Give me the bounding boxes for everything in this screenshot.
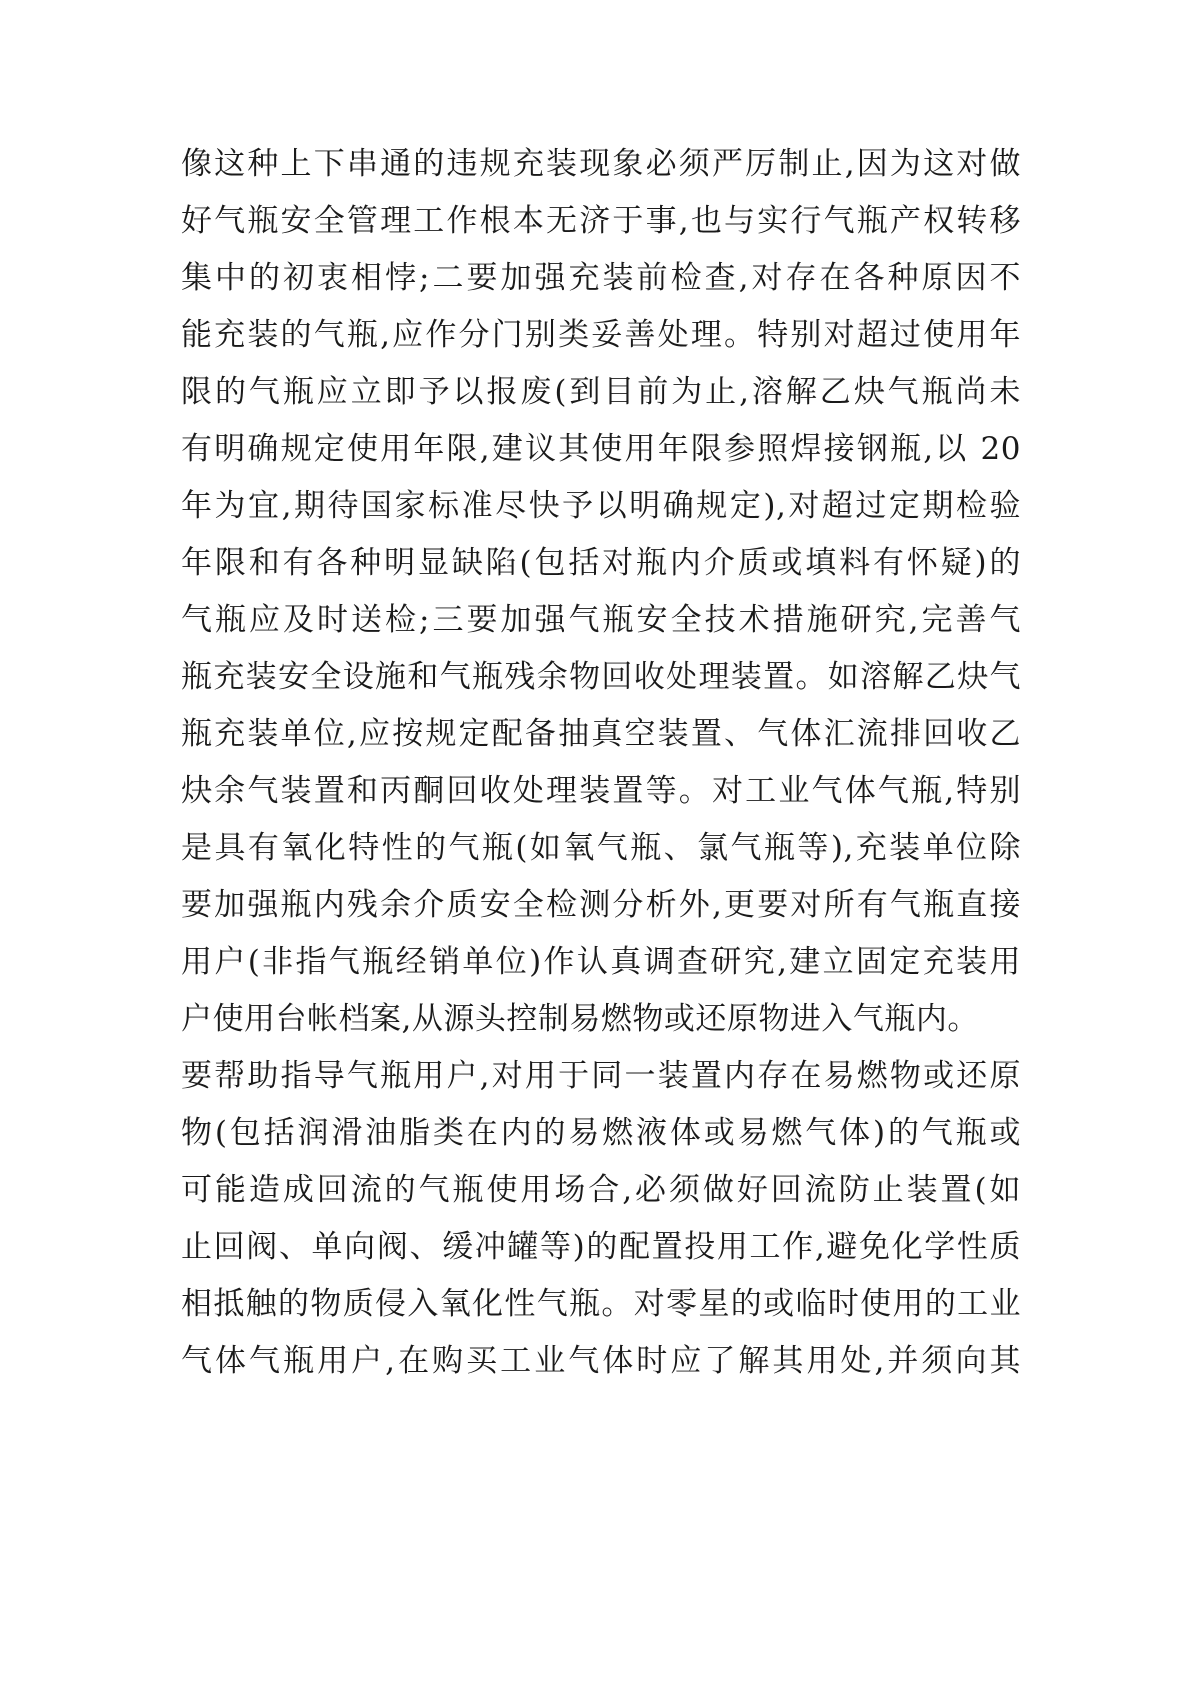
text-line: 限的气瓶应立即予以报废(到目前为止,溶解乙炔气瓶尚未	[181, 374, 1021, 410]
text-line: 物(包括润滑油脂类在内的易燃液体或易燃气体)的气瓶或	[181, 1115, 1021, 1151]
body-text	[181, 136, 1021, 1390]
text-line: 有明确规定使用年限,建议其使用年限参照焊接钢瓶,以 20	[181, 431, 1021, 467]
text-line: 户使用台帐档案,从源头控制易燃物或还原物进入气瓶内。	[181, 1001, 979, 1037]
text-line: 瓶充装安全设施和气瓶残余物回收处理装置。如溶解乙炔气	[181, 659, 1021, 695]
text-line: 年为宜,期待国家标准尽快予以明确规定),对超过定期检验	[181, 488, 1021, 524]
text-line: 瓶充装单位,应按规定配备抽真空装置、气体汇流排回收乙	[181, 716, 1021, 752]
text-line: 气体气瓶用户,在购买工业气体时应了解其用处,并须向其	[181, 1343, 1021, 1379]
text-line: 可能造成回流的气瓶使用场合,必须做好回流防止装置(如	[181, 1172, 1021, 1208]
text-line: 年限和有各种明显缺陷(包括对瓶内介质或填料有怀疑)的	[181, 545, 1021, 581]
text-line: 用户(非指气瓶经销单位)作认真调查研究,建立固定充装用	[181, 944, 1021, 980]
text-line: 气瓶应及时送检;三要加强气瓶安全技术措施研究,完善气	[181, 602, 1021, 638]
text-line: 是具有氧化特性的气瓶(如氧气瓶、氯气瓶等),充装单位除	[181, 830, 1021, 866]
text-line: 止回阀、单向阀、缓冲罐等)的配置投用工作,避免化学性质	[181, 1229, 1021, 1265]
text-line: 炔余气装置和丙酮回收处理装置等。对工业气体气瓶,特别	[181, 773, 1021, 809]
text-line: 要帮助指导气瓶用户,对用于同一装置内存在易燃物或还原	[181, 1058, 1021, 1094]
text-line: 要加强瓶内残余介质安全检测分析外,更要对所有气瓶直接	[181, 887, 1021, 923]
text-line: 集中的初衷相悖;二要加强充装前检查,对存在各种原因不	[181, 260, 1021, 296]
text-line: 能充装的气瓶,应作分门别类妥善处理。特别对超过使用年	[181, 317, 1021, 353]
text-line: 相抵触的物质侵入氧化性气瓶。对零星的或临时使用的工业	[181, 1286, 1021, 1322]
text-line: 像这种上下串通的违规充装现象必须严厉制止,因为这对做	[181, 146, 1021, 182]
text-line: 好气瓶安全管理工作根本无济于事,也与实行气瓶产权转移	[181, 203, 1021, 239]
